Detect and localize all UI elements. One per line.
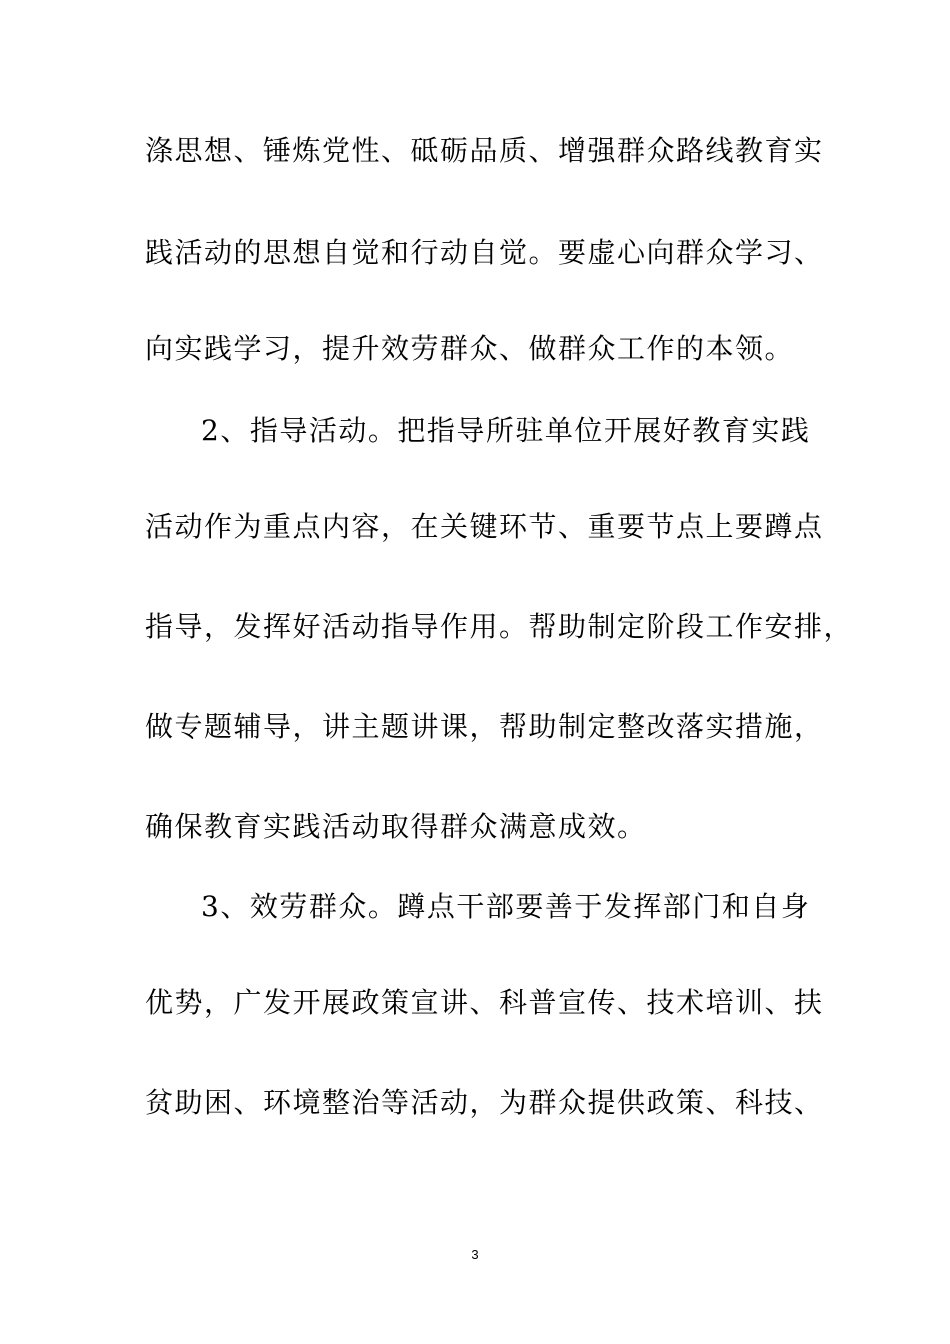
body-text-line: 践活动的思想自觉和行动自觉。要虚心向群众学习、 [145, 236, 824, 269]
paragraph-start-line: 2、指导活动。把指导所驻单位开展好教育实践 [201, 414, 811, 447]
body-text-line: 做专题辅导，讲主题讲课，帮助制定整改落实措施， [145, 710, 824, 743]
body-text-line: 涤思想、锤炼党性、砥砺品质、增强群众路线教育实 [145, 134, 824, 167]
body-text-line: 指导，发挥好活动指导作用。帮助制定阶段工作安排， [145, 610, 854, 643]
body-text-line: 确保教育实践活动取得群众满意成效。 [145, 810, 647, 843]
body-text-line: 贫助困、环境整治等活动，为群众提供政策、科技、 [145, 1086, 824, 1119]
body-text-line: 优势，广发开展政策宣讲、科普宣传、技术培训、扶 [145, 986, 824, 1019]
page-number: 3 [471, 1247, 479, 1262]
paragraph-start-line: 3、效劳群众。蹲点干部要善于发挥部门和自身 [201, 890, 811, 923]
body-text-line: 活动作为重点内容，在关键环节、重要节点上要蹲点 [145, 510, 824, 543]
body-text-line: 向实践学习，提升效劳群众、做群众工作的本领。 [145, 332, 795, 365]
